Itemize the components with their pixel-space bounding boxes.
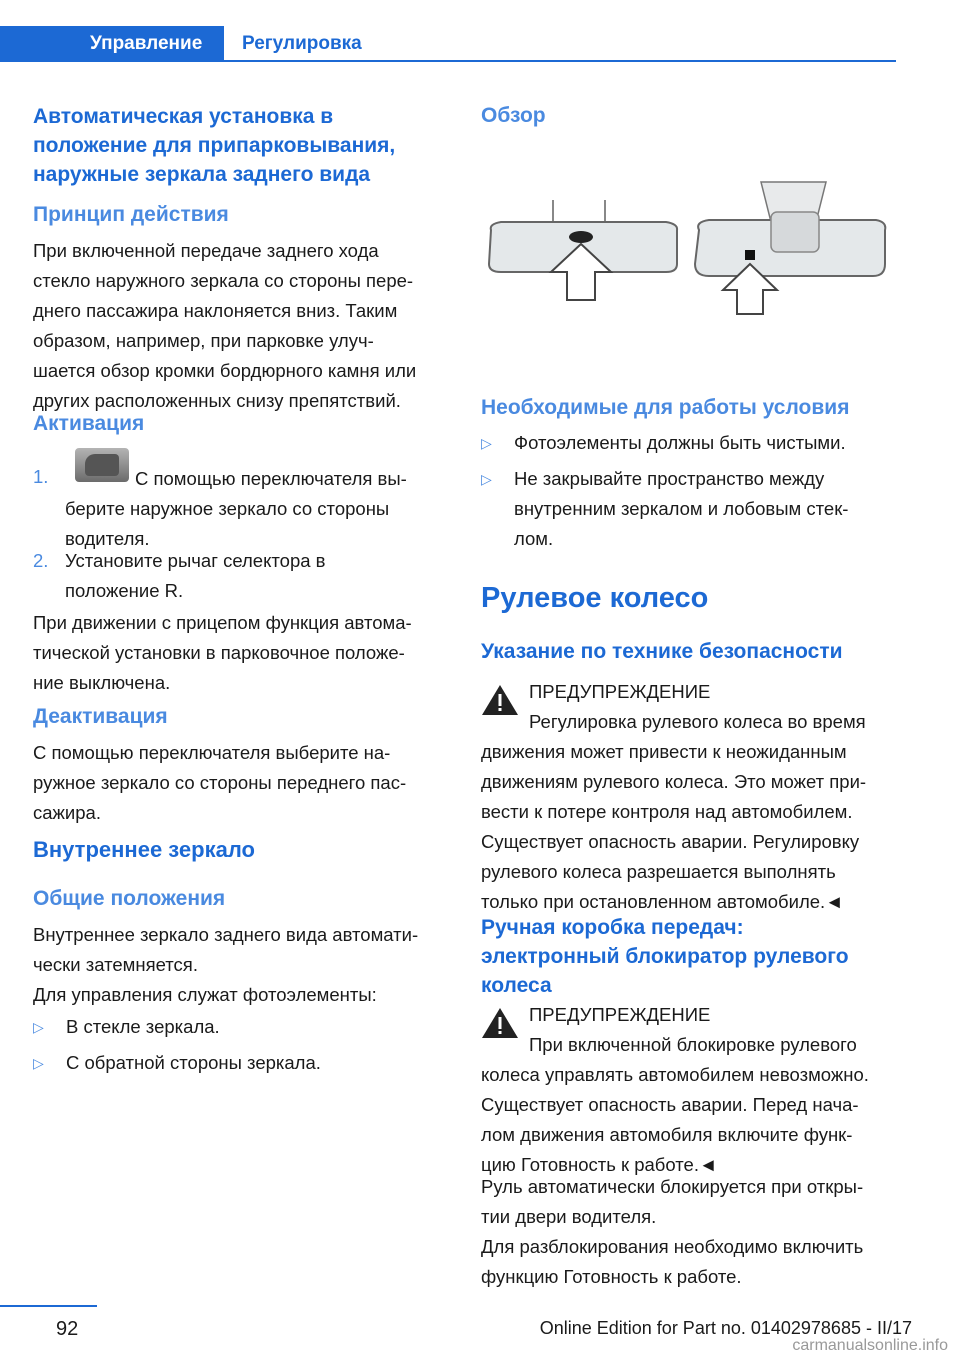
warning-1-text [481, 737, 901, 917]
step-number: 1. [33, 466, 49, 487]
text-line: цию Готовность к работе.◄ [481, 1154, 718, 1175]
text-line: С помощью переключателя вы- [135, 468, 407, 489]
heading-line: Ручная коробка передач: [481, 916, 744, 939]
list-item [481, 428, 901, 458]
header-rule [224, 60, 896, 62]
edition-text: Online Edition for Part no. 01402978685 - II/17 [539, 1318, 912, 1338]
photo-list [33, 1012, 453, 1078]
text-line: ружное зеркало со стороны переднего пас- [33, 772, 407, 793]
page-header [0, 0, 960, 64]
list-item-text: Фотоэлементы должны быть чистыми. [514, 432, 846, 453]
list-item [33, 1048, 453, 1078]
text-line: вести к потере контроля над автомобилем. [481, 801, 853, 822]
heading-inner-mirror: Внутреннее зеркало [33, 837, 255, 862]
text-line: функцию Готовность к работе. [481, 1266, 742, 1287]
triangle-bullet-icon: ▷ [33, 1055, 44, 1071]
photo-intro: Для управления служат фотоэлементы: [33, 984, 377, 1005]
mirror-back-housing [771, 212, 819, 252]
warning-icon [481, 683, 519, 717]
principle-text [33, 236, 453, 416]
text-line: тии двери водителя. [481, 1206, 657, 1227]
heading-line: Автоматическая установка в [33, 105, 334, 128]
text-line: Установите рычаг селектора в [65, 550, 326, 571]
text-line: образом, например, при парковке улуч- [33, 330, 374, 351]
text-line: днего пассажира наклоняется вниз. Таким [33, 300, 398, 321]
tab-adjustment[interactable]: Регулировка [242, 33, 362, 54]
subheading-conditions: Необходимые для работы условия [481, 396, 850, 419]
list-item-text: В стекле зеркала. [66, 1016, 220, 1037]
warning-2-text [481, 1060, 901, 1180]
step-1 [33, 448, 453, 549]
photo-sensor-front [569, 231, 593, 243]
text-line: Для разблокирования необходимо включить [481, 1236, 864, 1257]
heading-steering-wheel: Рулевое колесо [481, 582, 709, 614]
text-line: других расположенных снизу препятствий. [33, 390, 401, 411]
list-item-text: внутренним зеркалом и лобовым стек- [514, 498, 849, 519]
mirror-illustration [481, 172, 891, 372]
triangle-bullet-icon: ▷ [33, 1019, 44, 1035]
text-line: С помощью переключателя выберите на- [33, 742, 391, 763]
deactivation-text [33, 738, 453, 828]
heading-auto-park [33, 102, 453, 189]
warning-text-first: При включенной блокировке рулевого [529, 1034, 857, 1055]
unlock-text [481, 1232, 901, 1292]
text-line: положение R. [65, 580, 184, 601]
footer-rule [0, 1305, 97, 1307]
list-item-text: Не закрывайте пространство между [514, 468, 825, 489]
text-line: лом движения автомобиля включите функ- [481, 1124, 853, 1145]
text-line: При движении с прицепом функция автома- [33, 612, 412, 633]
text-line: берите наружное зеркало со стороны [65, 498, 390, 519]
list-item-text: С обратной стороны зеркала. [66, 1052, 321, 1073]
list-item [481, 464, 901, 554]
text-line: ние выключена. [33, 672, 171, 693]
heading-line: наружные зеркала заднего вида [33, 163, 371, 186]
text-line: Существует опасность аварии. Перед нача- [481, 1094, 859, 1115]
list-item [33, 1012, 453, 1042]
heading-line: электронный блокиратор рулевого [481, 945, 849, 968]
subheading-overview: Обзор [481, 104, 546, 127]
subheading-general: Общие положения [33, 887, 226, 910]
warning-text-first: Регулировка рулевого колеса во время [529, 711, 866, 732]
text-line: сажира. [33, 802, 101, 823]
text-line: стекло наружного зеркала со стороны пере- [33, 270, 414, 291]
mirror-switch-icon [75, 448, 129, 482]
heading-manual-gearbox [481, 913, 901, 1000]
conditions-list [481, 428, 901, 554]
triangle-bullet-icon: ▷ [481, 471, 492, 487]
subheading-activation: Активация [33, 412, 145, 435]
subheading-safety: Указание по технике безопасности [481, 640, 843, 663]
warning-label: ПРЕДУПРЕЖДЕНИЕ [529, 1004, 711, 1025]
text-line: рулевого колеса разрешается выполнять [481, 861, 836, 882]
text-line: При включенной передаче заднего хода [33, 240, 379, 261]
text-line: движениям рулевого колеса. Это может при- [481, 771, 867, 792]
step-number: 2. [33, 550, 49, 571]
page-number: 92 [56, 1318, 79, 1340]
heading-line: положение для припарковывания, [33, 134, 396, 157]
lock-text [481, 1172, 901, 1232]
text-line: колеса управлять автомобилем невозможно. [481, 1064, 869, 1085]
watermark: carmanualsonline.info [792, 1337, 948, 1354]
triangle-bullet-icon: ▷ [481, 435, 492, 451]
general-text [33, 920, 453, 980]
text-line: тической установки в парковочное положе- [33, 642, 405, 663]
list-item-text: лом. [514, 528, 554, 549]
text-line: Внутреннее зеркало заднего вида автомати- [33, 924, 419, 945]
text-line: Руль автоматически блокируется при откры- [481, 1176, 864, 1197]
text-line: чески затемняется. [33, 954, 198, 975]
heading-line: колеса [481, 974, 552, 997]
text-line: водителя. [65, 528, 150, 549]
warning-icon [481, 1006, 519, 1040]
text-line: движения может привести к неожиданным [481, 741, 847, 762]
text-line: только при остановленном автомобиле.◄ [481, 891, 844, 912]
text-line: шается обзор кромки бордюрного камня или [33, 360, 417, 381]
subheading-deactivation: Деактивация [33, 705, 168, 728]
photo-sensor-back [745, 250, 755, 260]
text-line: Существует опасность аварии. Регулировку [481, 831, 860, 852]
trailer-text [33, 608, 453, 698]
tab-control[interactable]: Управление [0, 26, 224, 62]
subheading-principle: Принцип действия [33, 203, 229, 226]
warning-label: ПРЕДУПРЕЖДЕНИЕ [529, 681, 711, 702]
